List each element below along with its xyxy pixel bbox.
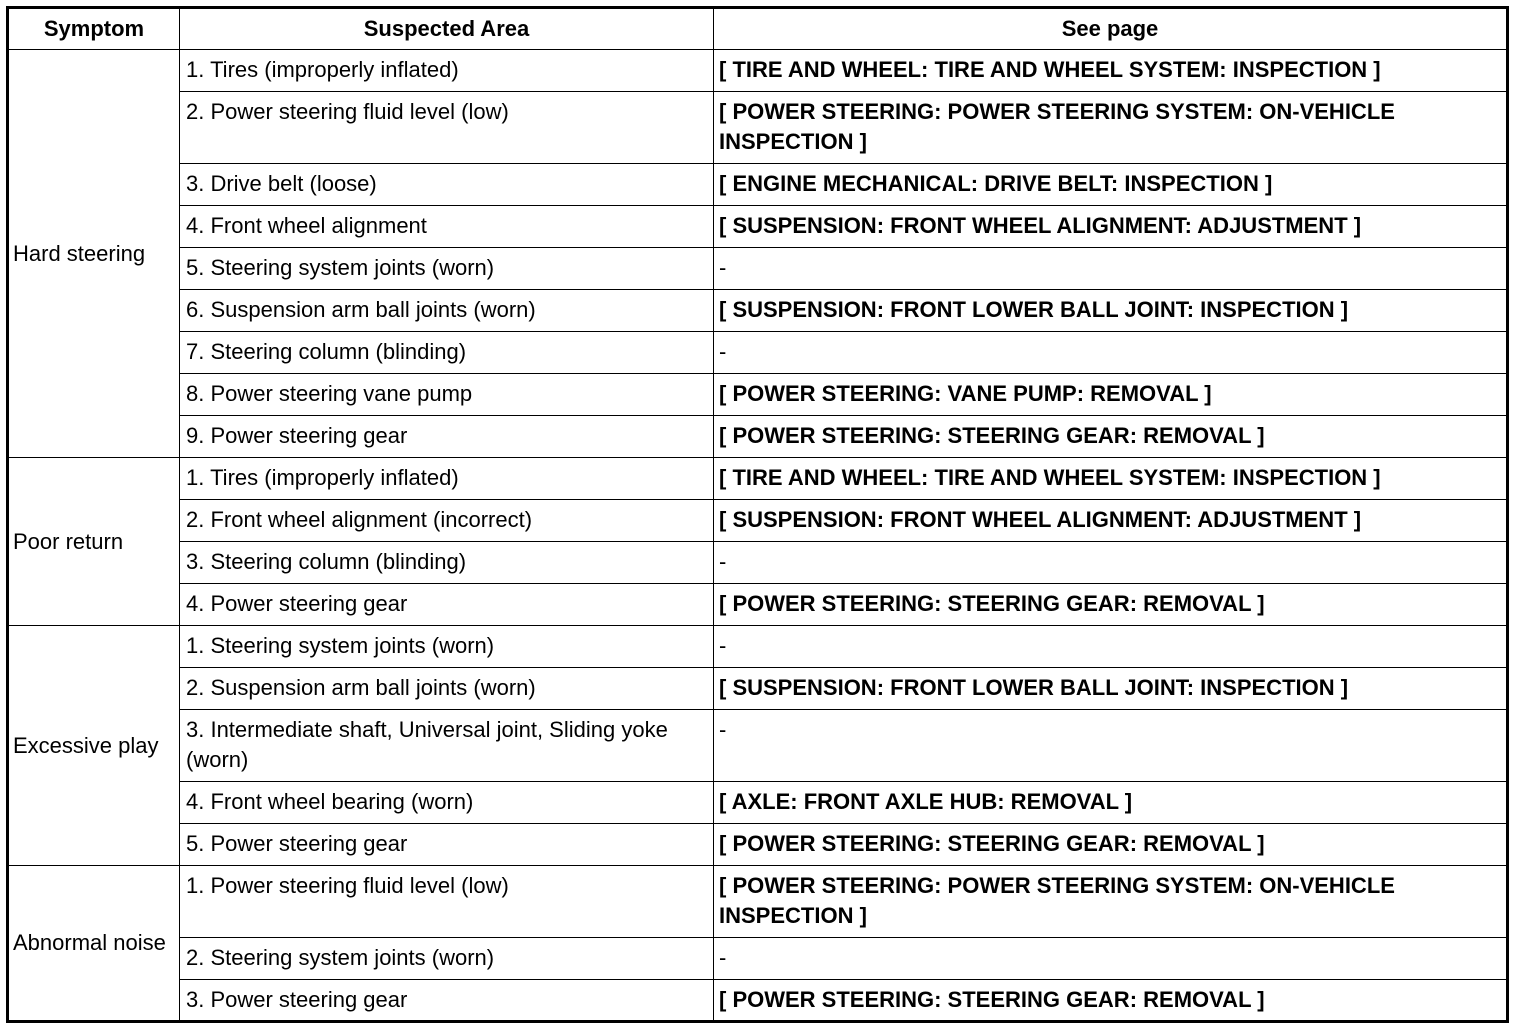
header-suspected-area: Suspected Area [180, 8, 714, 50]
table-row [8, 500, 1508, 542]
see-page-link[interactable]: [ SUSPENSION: FRONT LOWER BALL JOINT: INSPECTION ] [714, 290, 1508, 332]
header-symptom: Symptom [8, 8, 180, 50]
see-page-empty: - [714, 542, 1508, 584]
table-row [8, 248, 1508, 290]
table-row [8, 164, 1508, 206]
table-row [8, 542, 1508, 584]
see-page-link[interactable]: [ SUSPENSION: FRONT WHEEL ALIGNMENT: ADJUSTMENT ] [714, 500, 1508, 542]
see-page-empty: - [714, 938, 1508, 980]
see-page-empty: - [714, 710, 1508, 782]
header-see-page: See page [714, 8, 1508, 50]
suspected-area-cell: 2. Suspension arm ball joints (worn) [180, 668, 714, 710]
table-row [8, 374, 1508, 416]
symptom-cell: Hard steering [8, 50, 180, 458]
see-page-link[interactable]: [ POWER STEERING: STEERING GEAR: REMOVAL ] [714, 824, 1508, 866]
see-page-link[interactable]: [ POWER STEERING: STEERING GEAR: REMOVAL ] [714, 584, 1508, 626]
table-body [8, 50, 1508, 1022]
see-page-link[interactable]: [ TIRE AND WHEEL: TIRE AND WHEEL SYSTEM: INSPECTION ] [714, 458, 1508, 500]
suspected-area-cell: 2. Power steering fluid level (low) [180, 92, 714, 164]
see-page-empty: - [714, 332, 1508, 374]
suspected-area-cell: 4. Power steering gear [180, 584, 714, 626]
see-page-link[interactable]: [ POWER STEERING: STEERING GEAR: REMOVAL ] [714, 416, 1508, 458]
suspected-area-cell: 3. Drive belt (loose) [180, 164, 714, 206]
suspected-area-cell: 5. Steering system joints (worn) [180, 248, 714, 290]
suspected-area-cell: 4. Front wheel alignment [180, 206, 714, 248]
see-page-link[interactable]: [ POWER STEERING: POWER STEERING SYSTEM: ON-VEHICLE INSPECTION ] [714, 866, 1508, 938]
table-row [8, 980, 1508, 1022]
see-page-link[interactable]: [ AXLE: FRONT AXLE HUB: REMOVAL ] [714, 782, 1508, 824]
suspected-area-cell: 3. Power steering gear [180, 980, 714, 1022]
suspected-area-cell: 8. Power steering vane pump [180, 374, 714, 416]
symptom-cell: Excessive play [8, 626, 180, 866]
suspected-area-cell: 3. Steering column (blinding) [180, 542, 714, 584]
suspected-area-cell: 2. Steering system joints (worn) [180, 938, 714, 980]
table-row [8, 92, 1508, 164]
suspected-area-cell: 7. Steering column (blinding) [180, 332, 714, 374]
table-row [8, 416, 1508, 458]
suspected-area-cell: 1. Steering system joints (worn) [180, 626, 714, 668]
table-row [8, 866, 1508, 938]
table-row [8, 50, 1508, 92]
table-row [8, 584, 1508, 626]
suspected-area-cell: 1. Power steering fluid level (low) [180, 866, 714, 938]
see-page-link[interactable]: [ POWER STEERING: POWER STEERING SYSTEM: ON-VEHICLE INSPECTION ] [714, 92, 1508, 164]
table-row [8, 668, 1508, 710]
suspected-area-cell: 2. Front wheel alignment (incorrect) [180, 500, 714, 542]
suspected-area-cell: 1. Tires (improperly inflated) [180, 50, 714, 92]
table-row [8, 626, 1508, 668]
see-page-link[interactable]: [ TIRE AND WHEEL: TIRE AND WHEEL SYSTEM: INSPECTION ] [714, 50, 1508, 92]
see-page-link[interactable]: [ ENGINE MECHANICAL: DRIVE BELT: INSPECTION ] [714, 164, 1508, 206]
see-page-link[interactable]: [ POWER STEERING: VANE PUMP: REMOVAL ] [714, 374, 1508, 416]
table-row [8, 290, 1508, 332]
table-row [8, 458, 1508, 500]
see-page-empty: - [714, 626, 1508, 668]
table-row [8, 938, 1508, 980]
suspected-area-cell: 9. Power steering gear [180, 416, 714, 458]
see-page-link[interactable]: [ POWER STEERING: STEERING GEAR: REMOVAL ] [714, 980, 1508, 1022]
suspected-area-cell: 3. Intermediate shaft, Universal joint, Sliding yoke (worn) [180, 710, 714, 782]
symptom-cell: Poor return [8, 458, 180, 626]
troubleshooting-table [6, 6, 1509, 1023]
table-row [8, 824, 1508, 866]
see-page-link[interactable]: [ SUSPENSION: FRONT WHEEL ALIGNMENT: ADJUSTMENT ] [714, 206, 1508, 248]
symptom-cell: Abnormal noise [8, 866, 180, 1022]
table-row [8, 710, 1508, 782]
table-row [8, 206, 1508, 248]
suspected-area-cell: 6. Suspension arm ball joints (worn) [180, 290, 714, 332]
table-row [8, 332, 1508, 374]
suspected-area-cell: 1. Tires (improperly inflated) [180, 458, 714, 500]
table-row [8, 782, 1508, 824]
see-page-link[interactable]: [ SUSPENSION: FRONT LOWER BALL JOINT: INSPECTION ] [714, 668, 1508, 710]
header-row [8, 8, 1508, 50]
see-page-empty: - [714, 248, 1508, 290]
suspected-area-cell: 4. Front wheel bearing (worn) [180, 782, 714, 824]
suspected-area-cell: 5. Power steering gear [180, 824, 714, 866]
